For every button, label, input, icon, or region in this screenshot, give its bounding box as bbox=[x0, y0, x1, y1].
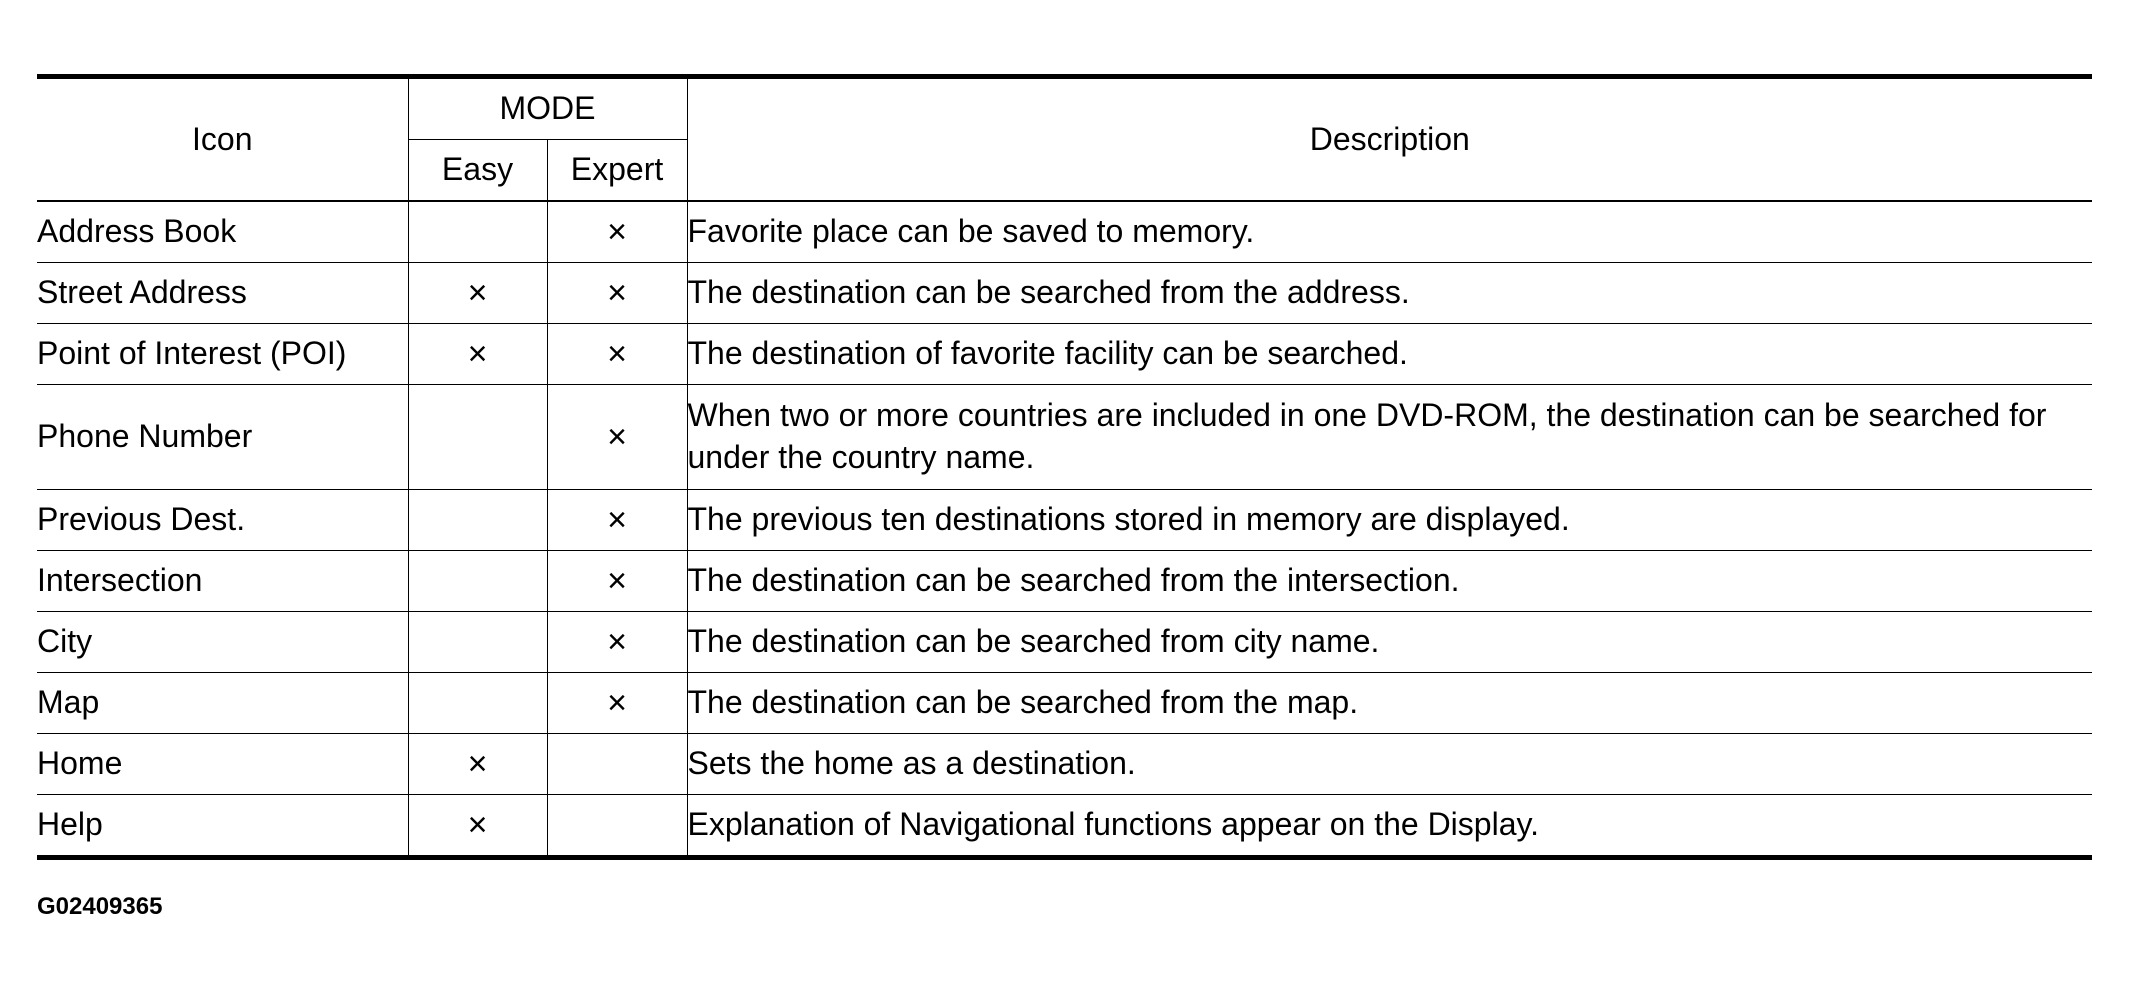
row-easy-mark bbox=[408, 385, 547, 490]
row-easy-mark bbox=[408, 551, 547, 612]
table-row bbox=[37, 385, 2092, 490]
table-row bbox=[37, 201, 2092, 263]
table-row bbox=[37, 612, 2092, 673]
row-icon-name: Previous Dest. bbox=[37, 490, 408, 551]
row-description: The previous ten destinations stored in memory are displayed. bbox=[687, 490, 2092, 551]
row-easy-mark: × bbox=[408, 263, 547, 324]
table-row bbox=[37, 734, 2092, 795]
row-icon-name: Phone Number bbox=[37, 385, 408, 490]
row-description: Explanation of Navigational functions appear on the Display. bbox=[687, 795, 2092, 858]
row-expert-mark: × bbox=[547, 612, 687, 673]
row-description: The destination can be searched from the map. bbox=[687, 673, 2092, 734]
row-easy-mark bbox=[408, 612, 547, 673]
row-icon-name: Help bbox=[37, 795, 408, 858]
table-row bbox=[37, 490, 2092, 551]
row-description: The destination can be searched from the address. bbox=[687, 263, 2092, 324]
table-row bbox=[37, 324, 2092, 385]
row-expert-mark: × bbox=[547, 551, 687, 612]
row-easy-mark bbox=[408, 201, 547, 263]
header-easy: Easy bbox=[408, 140, 547, 202]
row-description: The destination can be searched from the intersection. bbox=[687, 551, 2092, 612]
row-description: Sets the home as a destination. bbox=[687, 734, 2092, 795]
table-header bbox=[37, 77, 2092, 202]
row-expert-mark: × bbox=[547, 673, 687, 734]
navigation-mode-table bbox=[37, 74, 2092, 860]
row-icon-name: Map bbox=[37, 673, 408, 734]
row-easy-mark: × bbox=[408, 324, 547, 385]
row-easy-mark: × bbox=[408, 795, 547, 858]
row-expert-mark: × bbox=[547, 385, 687, 490]
row-description: The destination of favorite facility can be searched. bbox=[687, 324, 2092, 385]
figure-code: G02409365 bbox=[37, 893, 163, 920]
row-expert-mark: × bbox=[547, 201, 687, 263]
row-icon-name: Home bbox=[37, 734, 408, 795]
table-row bbox=[37, 673, 2092, 734]
row-expert-mark: × bbox=[547, 490, 687, 551]
row-description: The destination can be searched from city name. bbox=[687, 612, 2092, 673]
table-body bbox=[37, 201, 2092, 858]
row-icon-name: Intersection bbox=[37, 551, 408, 612]
header-row bbox=[37, 77, 2092, 140]
row-expert-mark: × bbox=[547, 263, 687, 324]
row-easy-mark bbox=[408, 490, 547, 551]
header-description: Description bbox=[687, 77, 2092, 202]
row-icon-name: Address Book bbox=[37, 201, 408, 263]
row-expert-mark: × bbox=[547, 324, 687, 385]
row-easy-mark: × bbox=[408, 734, 547, 795]
table-row bbox=[37, 795, 2092, 858]
row-easy-mark bbox=[408, 673, 547, 734]
row-description: When two or more countries are included in one DVD-ROM, the destination can be searched for under the country name. bbox=[687, 385, 2092, 490]
table-row bbox=[37, 263, 2092, 324]
row-description: Favorite place can be saved to memory. bbox=[687, 201, 2092, 263]
row-expert-mark bbox=[547, 734, 687, 795]
header-icon: Icon bbox=[37, 77, 408, 202]
row-icon-name: Point of Interest (POI) bbox=[37, 324, 408, 385]
row-expert-mark bbox=[547, 795, 687, 858]
row-icon-name: City bbox=[37, 612, 408, 673]
header-expert: Expert bbox=[547, 140, 687, 202]
header-mode: MODE bbox=[408, 77, 687, 140]
table-row bbox=[37, 551, 2092, 612]
row-icon-name: Street Address bbox=[37, 263, 408, 324]
